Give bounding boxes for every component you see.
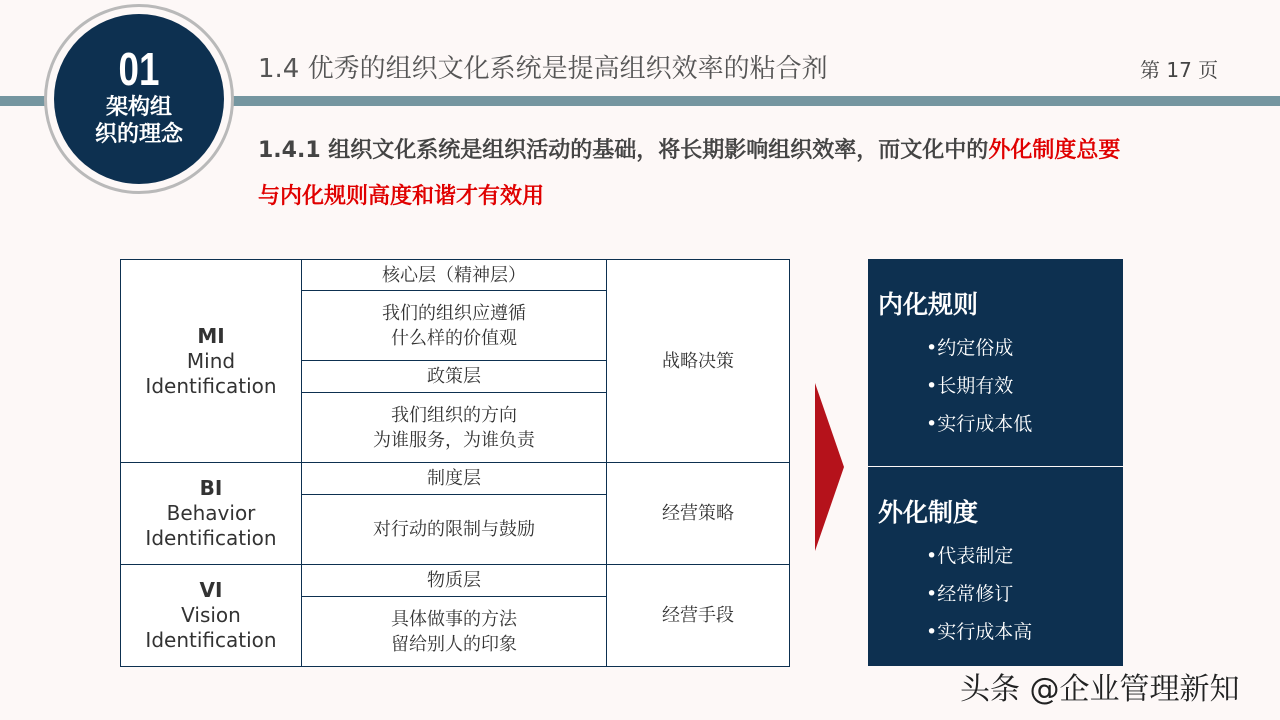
slide-title: 1.4 优秀的组织文化系统是提高组织效率的粘合剂	[258, 54, 828, 84]
section-title-2: 织的理念	[94, 122, 183, 147]
mi-line2: Identification	[145, 373, 277, 398]
vi-right: 经营手段	[607, 565, 790, 667]
policy-layer: 政策层	[302, 361, 607, 393]
direction-1: 我们组织的方向	[391, 404, 517, 426]
vi-abbr: VI	[199, 578, 223, 602]
direction-2: 为谁服务，为谁负责	[373, 429, 535, 451]
subtitle	[258, 128, 1138, 220]
subtitle-highlight: 外化制度总要与内化规则高度和谐才有效用	[258, 138, 1121, 209]
mi-cell	[121, 260, 302, 463]
method-cell	[302, 597, 607, 667]
section-number: 01	[118, 43, 160, 95]
internal-item: •约定俗成	[926, 337, 1014, 359]
bi-line2: Identification	[145, 526, 277, 550]
vi-cell	[121, 565, 302, 667]
arrow-right-icon	[815, 383, 844, 551]
direction-cell	[302, 393, 607, 463]
internal-item: •长期有效	[926, 375, 1014, 397]
behavior-cell: 对行动的限制与鼓励	[302, 495, 607, 565]
system-layer: 制度层	[302, 463, 607, 495]
core-layer: 核心层（精神层）	[302, 260, 607, 291]
external-item: •实行成本高	[926, 621, 1033, 643]
values-1: 我们的组织应遵循	[382, 302, 526, 324]
internal-rules-panel	[868, 259, 1123, 466]
mi-line1: Mind	[186, 348, 236, 373]
vi-line1: Vision	[181, 603, 241, 627]
material-layer: 物质层	[302, 565, 607, 597]
section-badge	[54, 14, 224, 184]
page-number: 第 17 页	[1140, 58, 1219, 82]
section-title-1: 架构组	[105, 95, 172, 120]
bi-cell	[121, 463, 302, 565]
method-2: 留给别人的印象	[391, 633, 517, 655]
internal-item: •实行成本低	[926, 413, 1033, 435]
bi-abbr: BI	[199, 476, 223, 500]
external-item: •代表制定	[926, 545, 1014, 567]
subtitle-text: 1.4.1 组织文化系统是组织活动的基础，将长期影响组织效率，而文化中的	[258, 138, 989, 163]
external-system-panel	[868, 467, 1123, 666]
values-cell	[302, 291, 607, 361]
mi-right: 战略决策	[607, 260, 790, 463]
culture-table	[120, 259, 790, 667]
bi-line1: Behavior	[166, 501, 256, 525]
method-1: 具体做事的方法	[391, 608, 517, 630]
internal-title: 内化规则	[878, 290, 979, 319]
bi-right: 经营策略	[607, 463, 790, 565]
external-title: 外化制度	[878, 498, 979, 527]
external-item: •经常修订	[926, 583, 1014, 605]
mi-abbr: MI	[197, 323, 225, 348]
watermark: 头条 @企业管理新知	[960, 672, 1240, 707]
vi-line2: Identification	[145, 628, 277, 652]
values-2: 什么样的价值观	[391, 327, 517, 349]
